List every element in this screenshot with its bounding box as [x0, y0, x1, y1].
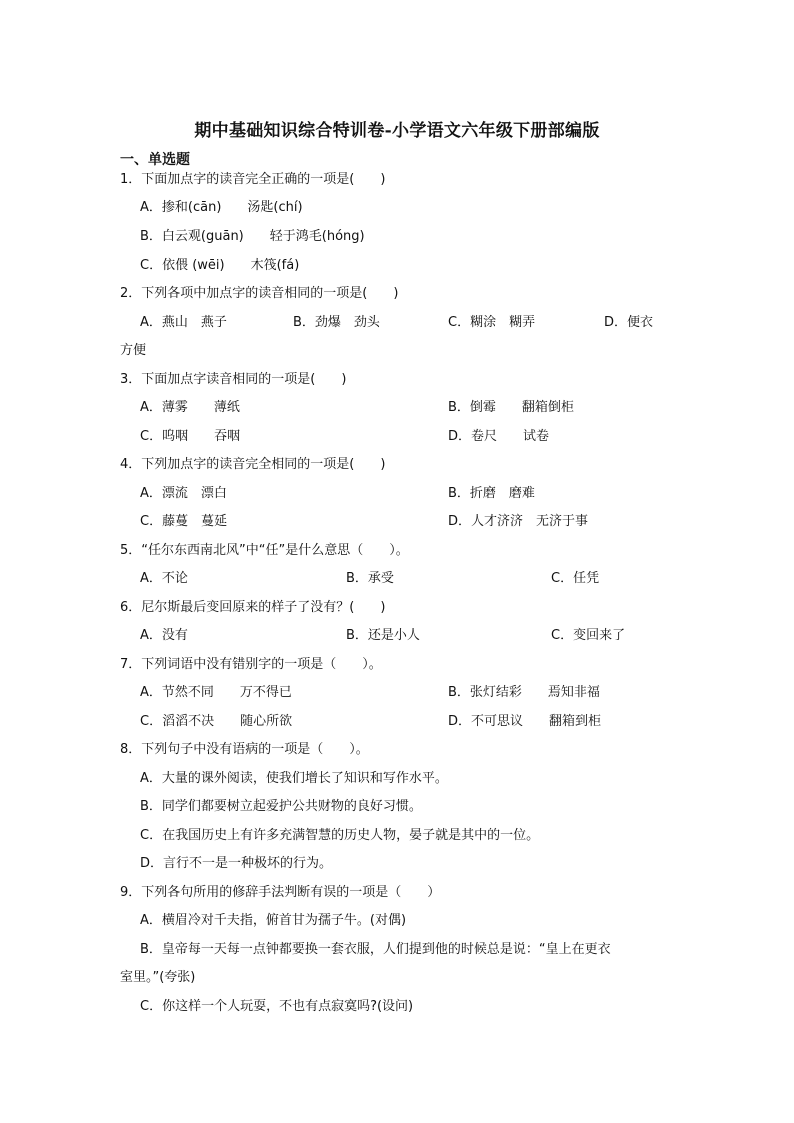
question-8-option-d: D．言行不一是一种极坏的行为。: [140, 856, 333, 871]
question-3-option-a: A．薄雾 薄纸: [140, 400, 240, 415]
question-6-stem: 6．尼尔斯最后变回原来的样子了没有？( ): [120, 600, 386, 615]
question-4-option-c: C．藤蔓 蔓延: [140, 514, 228, 529]
question-8-stem: 8．下列句子中没有语病的一项是（ ）。: [120, 742, 369, 757]
question-7-option-a: A．节然不同 万不得已: [140, 685, 292, 700]
question-7-option-c: C．滔滔不决 随心所欲: [140, 714, 293, 729]
question-2-stem: 2．下列各项中加点字的读音相同的一项是( ): [120, 286, 399, 301]
question-2-option-d-continued: 方便: [120, 343, 147, 358]
question-6-option-b: B．还是小人: [346, 628, 420, 643]
question-4-stem: 4．下列加点字的读音完全相同的一项是( ): [120, 457, 386, 472]
question-1-option-a: A．掺和(cān) 汤匙(chí): [140, 200, 303, 215]
question-3-option-c: C．呜咽 吞咽: [140, 429, 241, 444]
question-3-option-b: B．倒霉 翻箱倒柜: [448, 400, 574, 415]
question-9-option-b: B．皇帝每一天每一点钟都要换一套衣服，人们提到他的时候总是说：“皇上在更衣: [140, 942, 611, 957]
page-title: 期中基础知识综合特训卷-小学语文六年级下册部编版: [194, 121, 600, 141]
question-1-stem: 1．下面加点字的读音完全正确的一项是( ): [120, 172, 386, 187]
question-9-stem: 9．下列各句所用的修辞手法判断有误的一项是（ ）: [120, 885, 441, 900]
question-8-option-b: B．同学们都要树立起爱护公共财物的良好习惯。: [140, 799, 422, 814]
question-9-option-c: C．你这样一个人玩耍，不也有点寂寞吗?(设问): [140, 999, 414, 1014]
question-5-option-a: A．不论: [140, 571, 188, 586]
question-1-option-b: B．白云观(guān) 轻于鸿毛(hóng): [140, 229, 365, 244]
question-6-option-a: A．没有: [140, 628, 188, 643]
question-4-option-b: B．折磨 磨难: [448, 486, 535, 501]
question-4-option-d: D．人才济济 无济于事: [448, 514, 589, 529]
question-3-option-d: D．卷尺 试卷: [448, 429, 550, 444]
question-6-option-c: C．变回来了: [551, 628, 626, 643]
question-7-option-b: B．张灯结彩 焉知非福: [448, 685, 600, 700]
section-heading: 一、单选题: [120, 152, 190, 168]
question-5-option-c: C．任凭: [551, 571, 600, 586]
question-1-option-c: C．依偎 (wēi) 木筏(fá): [140, 258, 300, 273]
question-8-option-c: C．在我国历史上有许多充满智慧的历史人物，晏子就是其中的一位。: [140, 828, 540, 843]
question-9-option-a: A．横眉冷对千夫指，俯首甘为孺子牛。(对偶): [140, 913, 407, 928]
question-2-option-c: C．糊涂 糊弄: [448, 315, 536, 330]
question-2-option-b: B．劲爆 劲头: [293, 315, 380, 330]
question-2-option-d: D．便衣: [604, 315, 654, 330]
question-7-stem: 7．下列词语中没有错别字的一项是（ ）。: [120, 657, 382, 672]
question-8-option-a: A．大量的课外阅读，使我们增长了知识和写作水平。: [140, 771, 448, 786]
question-3-stem: 3．下面加点字读音相同的一项是( ): [120, 372, 347, 387]
question-5-option-b: B．承受: [346, 571, 394, 586]
question-5-stem: 5．“任尔东西南北风”中“任”是什么意思（ ）。: [120, 543, 409, 558]
question-7-option-d: D．不可思议 翻箱到柜: [448, 714, 602, 729]
question-9-option-b-continued: 室里。”(夸张): [120, 970, 196, 985]
question-4-option-a: A．漂流 漂白: [140, 486, 227, 501]
question-2-option-a: A．燕山 燕子: [140, 315, 227, 330]
